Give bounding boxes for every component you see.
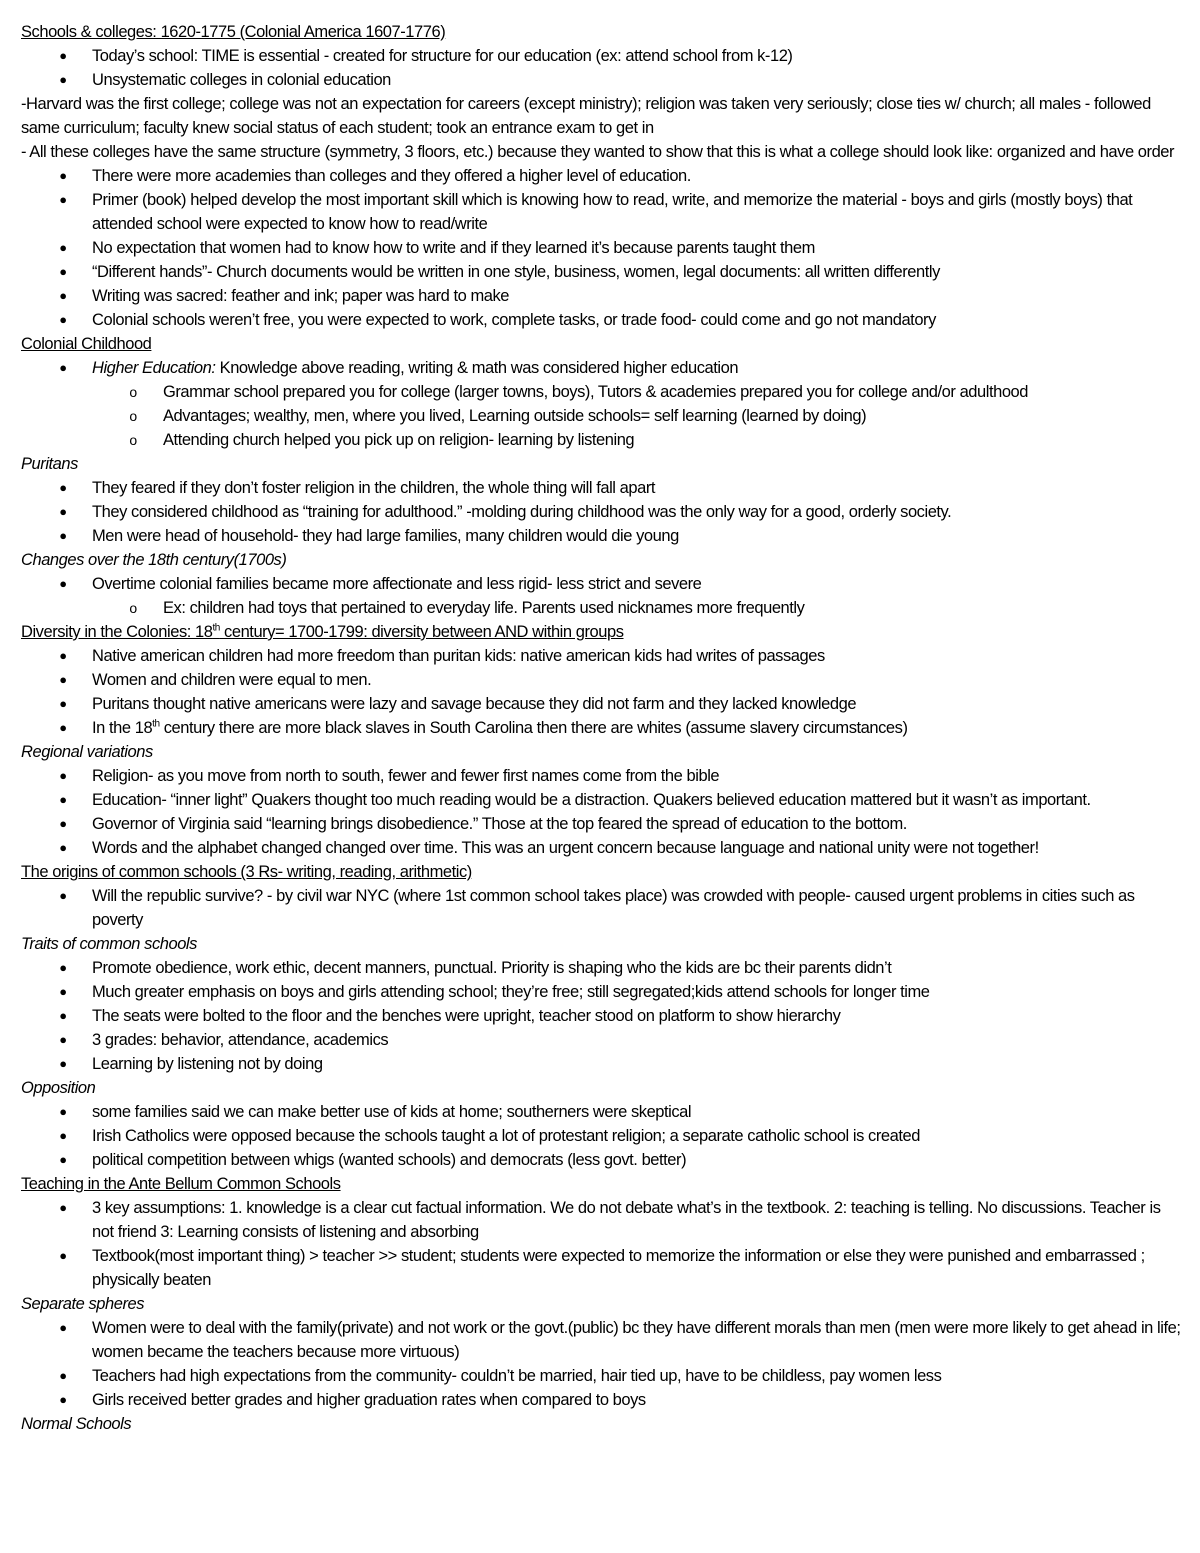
bullet-dot-icon: ● — [59, 504, 67, 519]
bullet-dot-icon: ● — [59, 960, 67, 975]
paragraph — [21, 140, 1181, 164]
hollow-bullet-icon: o — [129, 384, 137, 400]
line-text: Puritans thought native americans were lazy and savage because they did not farm and they lacked knowledge — [92, 695, 857, 713]
bullet-dot-icon: ● — [59, 168, 67, 183]
bullet-item — [21, 812, 1181, 836]
line-text: “Different hands”- Church documents would be written in one style, business, women, legal documents: all written differently — [92, 263, 940, 281]
line-text: Opposition — [21, 1079, 96, 1097]
line-text: The seats were bolted to the floor and the benches were upright, teacher stood on platform to show hierarchy — [92, 1007, 841, 1025]
line-text: Much greater emphasis on boys and girls attending school; they’re free; still segregated;kids attend schools for longer time — [92, 983, 930, 1001]
line-text: Separate spheres — [21, 1295, 145, 1313]
bullet-item — [21, 1100, 1181, 1124]
subsection-heading — [21, 1076, 1181, 1100]
line-text: - All these colleges have the same structure (symmetry, 3 floors, etc.) because they wanted to show that this is what a college should look like: organized and have order — [21, 143, 1175, 161]
paragraph — [21, 92, 1181, 140]
bullet-item — [21, 284, 1181, 308]
line-text: Knowledge above reading, writing & math was considered higher education — [215, 359, 739, 377]
line-text: Promote obedience, work ethic, decent manners, punctual. Priority is shaping who the kids are bc their parents didn’t — [92, 959, 892, 977]
bullet-dot-icon: ● — [59, 312, 67, 327]
line-text: Puritans — [21, 455, 78, 473]
line-text: Teachers had high expectations from the community- couldn’t be married, hair tied up, have to be childless, pay women less — [92, 1367, 942, 1385]
line-text: Irish Catholics were opposed because the schools taught a lot of protestant religion; a separate catholic school is created — [92, 1127, 920, 1145]
bullet-dot-icon: ● — [59, 240, 67, 255]
hollow-bullet-icon: o — [129, 408, 137, 424]
bullet-dot-icon: ● — [59, 792, 67, 807]
bullet-item — [21, 572, 1181, 596]
bullet-dot-icon: ● — [59, 840, 67, 855]
line-text: Unsystematic colleges in colonial education — [92, 71, 391, 89]
line-text: Colonial schools weren’t free, you were expected to work, complete tasks, or trade food- could come and go not mandatory — [92, 311, 936, 329]
sub-bullet-item — [21, 380, 1181, 404]
section-heading — [21, 332, 1181, 356]
line-text: Education- “inner light” Quakers thought too much reading would be a distraction. Quakers believed education mattered but it wasn’t as important. — [92, 791, 1091, 809]
bullet-dot-icon: ● — [59, 696, 67, 711]
document-page — [21, 20, 1181, 1436]
line-text-tail: century there are more black slaves in South Carolina then there are whites (assume slavery circumstances) — [159, 719, 908, 737]
bullet-item — [21, 476, 1181, 500]
bullet-item — [21, 500, 1181, 524]
bullet-dot-icon: ● — [59, 288, 67, 303]
line-text: They feared if they don’t foster religion in the children, the whole thing will fall apart — [92, 479, 655, 497]
line-text: 3 grades: behavior, attendance, academics — [92, 1031, 389, 1049]
bullet-item — [21, 644, 1181, 668]
bullet-item — [21, 1364, 1181, 1388]
line-text: Textbook(most important thing) > teacher >> student; students were expected to memorize the information or else they were punished and embarrassed ; physically beaten — [92, 1247, 1145, 1289]
line-text: Schools & colleges: 1620-1775 (Colonial America 1607-1776) — [21, 23, 446, 41]
bullet-item — [21, 236, 1181, 260]
line-text: They considered childhood as “training for adulthood.” -molding during childhood was the only way for a good, orderly society. — [92, 503, 952, 521]
hollow-bullet-icon: o — [129, 600, 137, 616]
section-heading — [21, 20, 1181, 44]
bullet-item — [21, 164, 1181, 188]
bullet-item — [21, 68, 1181, 92]
line-text: Teaching in the Ante Bellum Common Schools — [21, 1175, 341, 1193]
bullet-item — [21, 1124, 1181, 1148]
bullet-item — [21, 1004, 1181, 1028]
bullet-item — [21, 884, 1181, 932]
line-text: Traits of common schools — [21, 935, 197, 953]
bullet-dot-icon: ● — [59, 72, 67, 87]
line-text: The origins of common schools (3 Rs- writing, reading, arithmetic) — [21, 863, 472, 881]
bullet-dot-icon: ● — [59, 1056, 67, 1071]
line-text: 3 key assumptions: 1. knowledge is a clear cut factual information. We do not debate what’s in the textbook. 2: teaching is telling. No discussions. Teacher is not friend 3: Learning consists of listening and absorbing — [92, 1199, 1161, 1241]
line-text: Will the republic survive? - by civil war NYC (where 1st common school takes place) was crowded with people- caused urgent problems in cities such as poverty — [92, 887, 1135, 929]
bullet-dot-icon: ● — [59, 1200, 67, 1215]
bullet-item — [21, 716, 1181, 740]
bullet-dot-icon: ● — [59, 576, 67, 591]
bullet-dot-icon: ● — [59, 1032, 67, 1047]
bullet-item — [21, 692, 1181, 716]
line-text: Men were head of household- they had large families, many children would die young — [92, 527, 679, 545]
line-text: In the 18 — [92, 719, 153, 737]
bullet-item — [21, 188, 1181, 236]
bullet-item — [21, 1316, 1181, 1364]
bullet-dot-icon: ● — [59, 672, 67, 687]
ordinal-suffix: th — [152, 718, 160, 730]
bullet-dot-icon: ● — [59, 816, 67, 831]
bullet-item — [21, 668, 1181, 692]
bullet-item — [21, 44, 1181, 68]
bullet-dot-icon: ● — [59, 48, 67, 63]
sub-bullet-item — [21, 404, 1181, 428]
line-text: Writing was sacred: feather and ink; paper was hard to make — [92, 287, 510, 305]
line-text: some families said we can make better use of kids at home; southerners were skeptical — [92, 1103, 692, 1121]
bullet-dot-icon: ● — [59, 1104, 67, 1119]
line-text: Women were to deal with the family(private) and not work or the govt.(public) bc they have different morals than men (men were more likely to get ahead in life; women became the teachers because more virtuous) — [92, 1319, 1181, 1361]
section-heading — [21, 860, 1181, 884]
ordinal-suffix: th — [212, 622, 220, 634]
line-text-tail: century= 1700-1799: diversity between AND within groups — [219, 623, 624, 641]
section-heading — [21, 1172, 1181, 1196]
section-heading — [21, 620, 1181, 644]
line-text: Grammar school prepared you for college (larger towns, boys), Tutors & academies prepared you for college and/or adulthood — [163, 383, 1028, 401]
line-text: Advantages; wealthy, men, where you lived, Learning outside schools= self learning (learned by doing) — [163, 407, 867, 425]
bullet-dot-icon: ● — [59, 1320, 67, 1335]
bullet-dot-icon: ● — [59, 1368, 67, 1383]
bullet-item — [21, 836, 1181, 860]
bullet-dot-icon: ● — [59, 888, 67, 903]
sub-bullet-item — [21, 596, 1181, 620]
bullet-dot-icon: ● — [59, 192, 67, 207]
bullet-item — [21, 980, 1181, 1004]
subsection-heading — [21, 548, 1181, 572]
subsection-heading — [21, 932, 1181, 956]
bullet-dot-icon: ● — [59, 1008, 67, 1023]
subsection-heading — [21, 1292, 1181, 1316]
line-text: Today’s school: TIME is essential - created for structure for our education (ex: attend school from k-12) — [92, 47, 793, 65]
bullet-dot-icon: ● — [59, 360, 67, 375]
bullet-dot-icon: ● — [59, 648, 67, 663]
bullet-item — [21, 1244, 1181, 1292]
line-text: Native american children had more freedom than puritan kids: native american kids had writes of passages — [92, 647, 825, 665]
bullet-item — [21, 788, 1181, 812]
bullet-item — [21, 1196, 1181, 1244]
bullet-item — [21, 1028, 1181, 1052]
bullet-dot-icon: ● — [59, 1152, 67, 1167]
line-text: Religion- as you move from north to south, fewer and fewer first names come from the bible — [92, 767, 720, 785]
sub-bullet-item — [21, 428, 1181, 452]
line-text: Regional variations — [21, 743, 153, 761]
line-text: No expectation that women had to know how to write and if they learned it’s because parents taught them — [92, 239, 815, 257]
subsection-heading — [21, 452, 1181, 476]
line-text: Colonial Childhood — [21, 335, 152, 353]
line-text: Changes over the 18th century(1700s) — [21, 551, 287, 569]
line-text: Overtime colonial families became more affectionate and less rigid- less strict and severe — [92, 575, 702, 593]
bullet-item — [21, 356, 1181, 380]
bullet-item — [21, 524, 1181, 548]
line-text: -Harvard was the first college; college was not an expectation for careers (except ministry); religion was taken very seriously; close ties w/ church; all males - followed same curriculum; faculty knew social status of each student; took an entrance exam to get in — [21, 95, 1151, 137]
line-text: political competition between whigs (wanted schools) and democrats (less govt. better) — [92, 1151, 687, 1169]
bullet-item — [21, 956, 1181, 980]
line-text: Women and children were equal to men. — [92, 671, 372, 689]
subsection-heading — [21, 740, 1181, 764]
bullet-item — [21, 1388, 1181, 1412]
line-text: Normal Schools — [21, 1415, 132, 1433]
bullet-dot-icon: ● — [59, 1128, 67, 1143]
line-text: Girls received better grades and higher graduation rates when compared to boys — [92, 1391, 646, 1409]
bullet-item — [21, 1052, 1181, 1076]
line-text: Governor of Virginia said “learning brings disobedience.” Those at the top feared the spread of education to the bottom. — [92, 815, 907, 833]
bullet-dot-icon: ● — [59, 1392, 67, 1407]
line-text: Words and the alphabet changed changed over time. This was an urgent concern because language and national unity were not together! — [92, 839, 1039, 857]
bullet-item — [21, 764, 1181, 788]
bullet-dot-icon: ● — [59, 528, 67, 543]
line-text: Diversity in the Colonies: 18 — [21, 623, 213, 641]
bullet-dot-icon: ● — [59, 720, 67, 735]
bullet-dot-icon: ● — [59, 768, 67, 783]
bullet-dot-icon: ● — [59, 480, 67, 495]
line-text: Primer (book) helped develop the most important skill which is knowing how to read, write, and memorize the material - boys and girls (mostly boys) that attended school were expected to know how to read/write — [92, 191, 1133, 233]
line-text: There were more academies than colleges and they offered a higher level of education. — [92, 167, 691, 185]
subsection-heading — [21, 1412, 1181, 1436]
line-text: Ex: children had toys that pertained to everyday life. Parents used nicknames more frequently — [163, 599, 805, 617]
hollow-bullet-icon: o — [129, 432, 137, 448]
bullet-dot-icon: ● — [59, 1248, 67, 1263]
bullet-dot-icon: ● — [59, 984, 67, 999]
bullet-dot-icon: ● — [59, 264, 67, 279]
bullet-item — [21, 260, 1181, 284]
inline-term: Higher Education: — [92, 359, 216, 377]
bullet-item — [21, 308, 1181, 332]
line-text: Learning by listening not by doing — [92, 1055, 323, 1073]
line-text: Attending church helped you pick up on religion- learning by listening — [163, 431, 635, 449]
bullet-item — [21, 1148, 1181, 1172]
